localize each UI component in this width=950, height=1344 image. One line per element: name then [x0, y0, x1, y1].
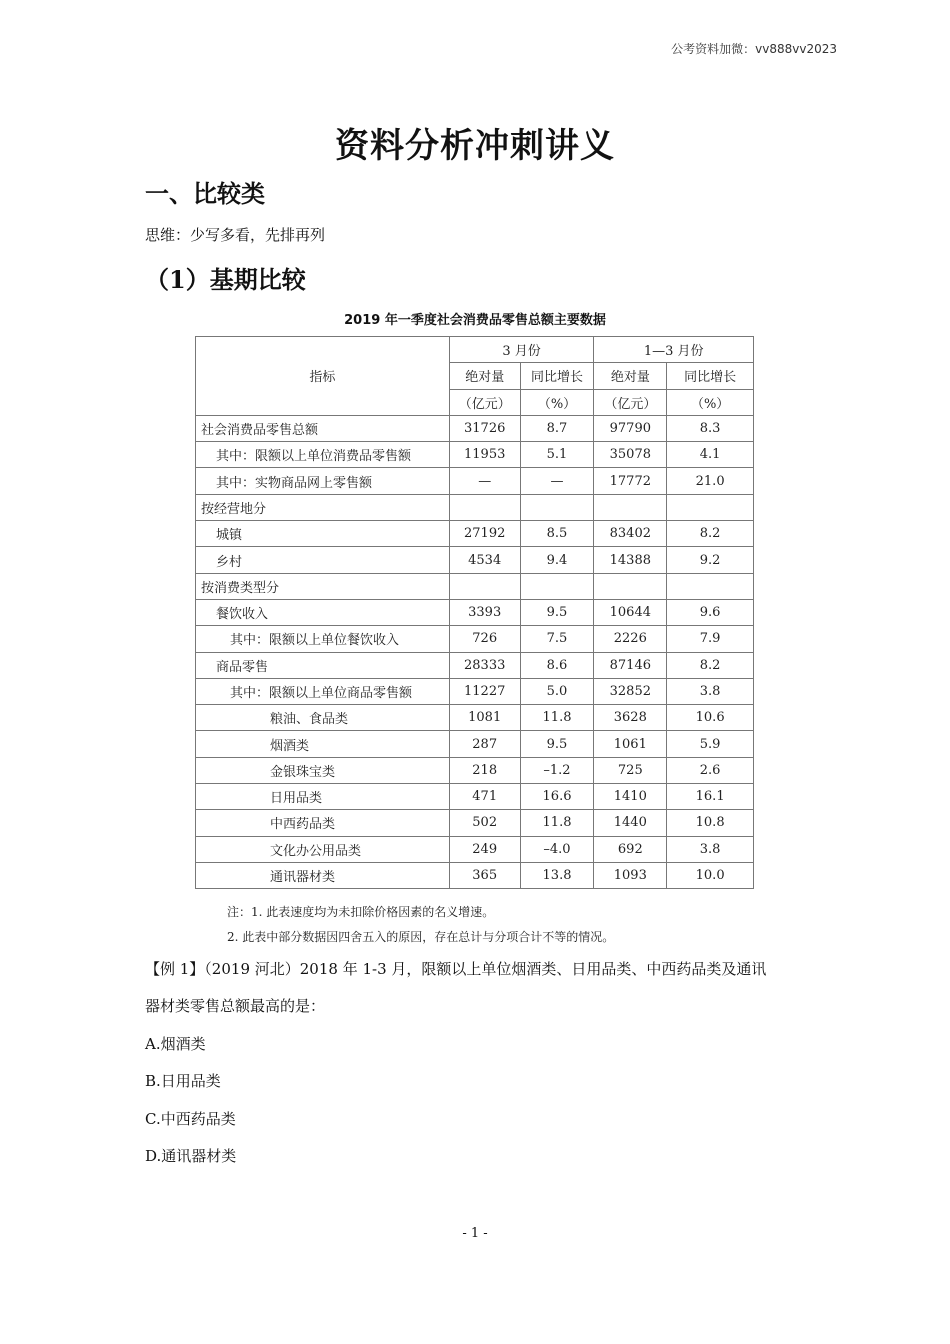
march-absolute-cell: [449, 494, 520, 520]
table-row: [196, 731, 754, 757]
data-table: [195, 336, 754, 889]
march-growth-cell: 9.5: [520, 599, 594, 625]
march-absolute-cell: 11227: [449, 678, 520, 704]
march-growth-cell: 5.0: [520, 678, 594, 704]
row-label: 日用品类: [196, 784, 450, 810]
option-b: B.日用品类: [145, 1072, 221, 1090]
march-absolute-cell: 287: [449, 731, 520, 757]
march-growth-cell: —: [520, 468, 594, 494]
row-label: 乡村: [196, 547, 450, 573]
q1-absolute-cell: [594, 494, 667, 520]
march-growth-cell: 11.8: [520, 705, 594, 731]
q1-absolute-cell: 87146: [594, 652, 667, 678]
q1-growth-cell: 3.8: [667, 678, 754, 704]
q1-growth-cell: 10.8: [667, 810, 754, 836]
table-row: [196, 652, 754, 678]
header-abs-unit: （亿元）: [449, 389, 520, 415]
header-indicator: 指标: [196, 337, 450, 416]
march-absolute-cell: 28333: [449, 652, 520, 678]
q1-growth-cell: [667, 494, 754, 520]
q1-growth-cell: 2.6: [667, 757, 754, 783]
table-row: [196, 521, 754, 547]
note-1: 注：1. 此表速度均为未扣除价格因素的名义增速。: [227, 905, 495, 919]
march-growth-cell: 9.4: [520, 547, 594, 573]
table-row: [196, 810, 754, 836]
q1-growth-cell: 10.6: [667, 705, 754, 731]
row-label: 商品零售: [196, 652, 450, 678]
thinking-tip: 思维：少写多看，先排再列: [145, 226, 326, 244]
q1-growth-cell: 10.0: [667, 862, 754, 888]
row-label: 粮油、食品类: [196, 705, 450, 731]
row-label: 烟酒类: [196, 731, 450, 757]
header-growth-unit: （%）: [667, 389, 754, 415]
march-absolute-cell: 502: [449, 810, 520, 836]
march-growth-cell: 9.5: [520, 731, 594, 757]
march-growth-cell: 8.6: [520, 652, 594, 678]
row-label: 按消费类型分: [196, 573, 450, 599]
q1-absolute-cell: 35078: [594, 442, 667, 468]
march-growth-cell: [520, 573, 594, 599]
row-label: 社会消费品零售总额: [196, 415, 450, 441]
table-row: [196, 705, 754, 731]
q1-absolute-cell: 1061: [594, 731, 667, 757]
march-growth-cell: 5.1: [520, 442, 594, 468]
header-growth-unit: （%）: [520, 389, 594, 415]
march-absolute-cell: 365: [449, 862, 520, 888]
march-absolute-cell: 31726: [449, 415, 520, 441]
table-row: [196, 573, 754, 599]
q1-growth-cell: 8.2: [667, 652, 754, 678]
table-row: [196, 547, 754, 573]
march-absolute-cell: [449, 573, 520, 599]
q1-growth-cell: 9.2: [667, 547, 754, 573]
q1-absolute-cell: 32852: [594, 678, 667, 704]
q1-growth-cell: 21.0: [667, 468, 754, 494]
march-absolute-cell: 27192: [449, 521, 520, 547]
row-label: 其中：限额以上单位餐饮收入: [196, 626, 450, 652]
table-row: [196, 757, 754, 783]
march-growth-cell: –4.0: [520, 836, 594, 862]
march-absolute-cell: 218: [449, 757, 520, 783]
document-title: 资料分析冲刺讲义: [335, 126, 615, 166]
header-q1: 1—3 月份: [594, 337, 754, 363]
row-label: 通讯器材类: [196, 862, 450, 888]
q1-growth-cell: 7.9: [667, 626, 754, 652]
row-label: 金银珠宝类: [196, 757, 450, 783]
q1-absolute-cell: [594, 573, 667, 599]
row-label: 其中：实物商品网上零售额: [196, 468, 450, 494]
march-absolute-cell: 726: [449, 626, 520, 652]
q1-growth-cell: [667, 573, 754, 599]
header-abs-unit: （亿元）: [594, 389, 667, 415]
row-label: 其中：限额以上单位消费品零售额: [196, 442, 450, 468]
q1-absolute-cell: 692: [594, 836, 667, 862]
header-growth: 同比增长: [520, 363, 594, 389]
march-growth-cell: 16.6: [520, 784, 594, 810]
row-label: 城镇: [196, 521, 450, 547]
q1-absolute-cell: 83402: [594, 521, 667, 547]
table-header-row: [196, 337, 754, 363]
table-row: [196, 599, 754, 625]
march-growth-cell: –1.2: [520, 757, 594, 783]
q1-growth-cell: 8.2: [667, 521, 754, 547]
header-abs: 绝对量: [449, 363, 520, 389]
q1-absolute-cell: 10644: [594, 599, 667, 625]
option-d: D.通讯器材类: [145, 1147, 237, 1165]
row-label: 按经营地分: [196, 494, 450, 520]
table-title: 2019 年一季度社会消费品零售总额主要数据: [344, 313, 606, 328]
march-growth-cell: [520, 494, 594, 520]
page-number: - 1 -: [462, 1226, 488, 1241]
row-label: 中西药品类: [196, 810, 450, 836]
header-growth: 同比增长: [667, 363, 754, 389]
question-stem-line1: 【例 1】（2019 河北）2018 年 1-3 月，限额以上单位烟酒类、日用品类、中西药品类及通讯: [145, 960, 767, 978]
option-a: A.烟酒类: [145, 1035, 206, 1053]
march-absolute-cell: 1081: [449, 705, 520, 731]
q1-absolute-cell: 1410: [594, 784, 667, 810]
q1-absolute-cell: 1440: [594, 810, 667, 836]
march-absolute-cell: 4534: [449, 547, 520, 573]
march-growth-cell: 8.7: [520, 415, 594, 441]
march-absolute-cell: 11953: [449, 442, 520, 468]
section-heading: 一、比较类: [145, 179, 265, 208]
question-stem-line2: 器材类零售总额最高的是：: [145, 997, 326, 1015]
march-growth-cell: 13.8: [520, 862, 594, 888]
q1-absolute-cell: 17772: [594, 468, 667, 494]
header-abs: 绝对量: [594, 363, 667, 389]
march-growth-cell: 11.8: [520, 810, 594, 836]
march-absolute-cell: 471: [449, 784, 520, 810]
q1-absolute-cell: 3628: [594, 705, 667, 731]
march-absolute-cell: —: [449, 468, 520, 494]
q1-growth-cell: 8.3: [667, 415, 754, 441]
watermark-text: 公考资料加微：vv888vv2023: [671, 42, 837, 56]
q1-growth-cell: 5.9: [667, 731, 754, 757]
table-row: [196, 442, 754, 468]
march-absolute-cell: 3393: [449, 599, 520, 625]
option-c: C.中西药品类: [145, 1110, 236, 1128]
march-absolute-cell: 249: [449, 836, 520, 862]
subsection-heading: （1）基期比较: [145, 265, 306, 294]
table-row: [196, 494, 754, 520]
row-label: 文化办公用品类: [196, 836, 450, 862]
q1-growth-cell: 4.1: [667, 442, 754, 468]
march-growth-cell: 7.5: [520, 626, 594, 652]
march-growth-cell: 8.5: [520, 521, 594, 547]
header-march: 3 月份: [449, 337, 594, 363]
note-2: 2. 此表中部分数据因四舍五入的原因，存在总计与分项合计不等的情况。: [227, 930, 615, 944]
q1-absolute-cell: 2226: [594, 626, 667, 652]
table-row: [196, 836, 754, 862]
q1-absolute-cell: 97790: [594, 415, 667, 441]
table-row: [196, 468, 754, 494]
row-label: 餐饮收入: [196, 599, 450, 625]
q1-absolute-cell: 14388: [594, 547, 667, 573]
table-row: [196, 678, 754, 704]
table-row: [196, 862, 754, 888]
row-label: 其中：限额以上单位商品零售额: [196, 678, 450, 704]
q1-growth-cell: 9.6: [667, 599, 754, 625]
q1-absolute-cell: 725: [594, 757, 667, 783]
q1-growth-cell: 3.8: [667, 836, 754, 862]
q1-growth-cell: 16.1: [667, 784, 754, 810]
table-row: [196, 415, 754, 441]
q1-absolute-cell: 1093: [594, 862, 667, 888]
table-row: [196, 784, 754, 810]
table-notes: [227, 900, 614, 950]
table-row: [196, 626, 754, 652]
